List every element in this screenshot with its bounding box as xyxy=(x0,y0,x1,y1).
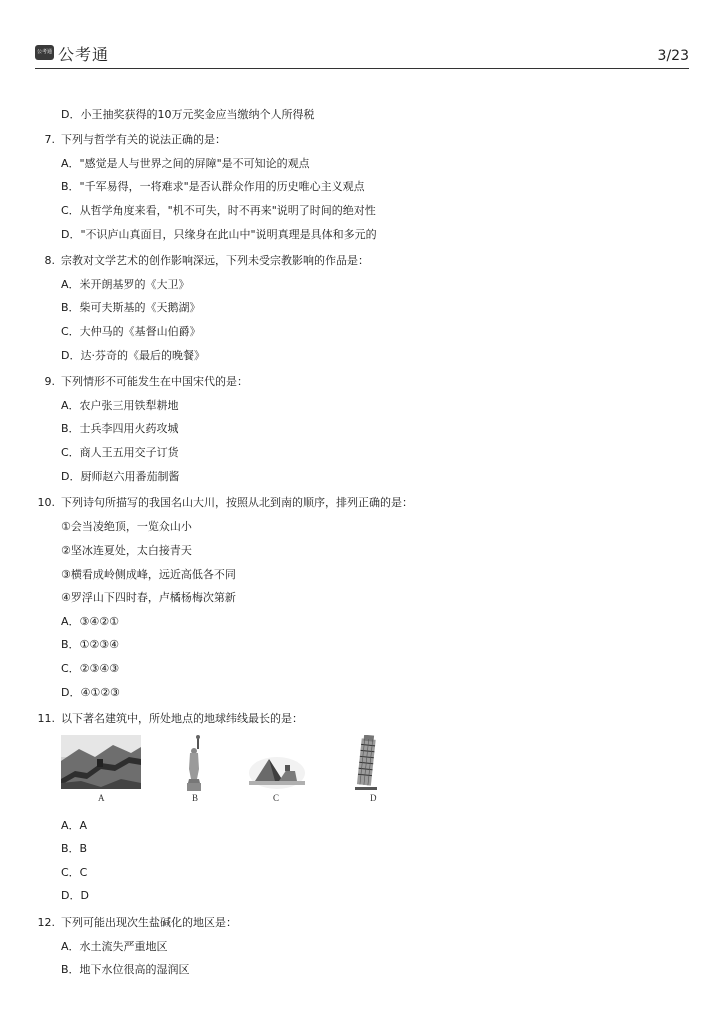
q11-option-d: D．D xyxy=(61,889,89,902)
q10-statement-4: ④罗浮山下四时春，卢橘杨梅次第新 xyxy=(61,591,236,604)
q8-option-d: D．达·芬奇的《最后的晚餐》 xyxy=(61,349,205,362)
question-9 xyxy=(35,375,248,389)
q8-option-b: B．柴可夫斯基的《天鹅湖》 xyxy=(61,301,201,314)
page-number: 3/23 xyxy=(657,48,689,64)
question-10 xyxy=(35,496,413,510)
question-number: 11. xyxy=(37,712,55,725)
page-header xyxy=(35,44,689,69)
q10-statement-1: ①会当凌绝顶，一览众山小 xyxy=(61,520,192,533)
q11-option-c: C．C xyxy=(61,866,88,879)
q10-option-a: A．③④②① xyxy=(61,615,119,628)
q7-option-d: D．"不识庐山真面目，只缘身在此山中"说明真理是具体和多元的 xyxy=(61,228,377,241)
figure-label-d: D xyxy=(370,793,377,803)
figure-label-a: A xyxy=(98,793,105,803)
q7-option-c: C．从哲学角度来看，"机不可失，时不再来"说明了时间的绝对性 xyxy=(61,204,376,217)
q9-option-a: A．农户张三用铁犁耕地 xyxy=(61,399,179,412)
question-text: 下列情形不可能发生在中国宋代的是： xyxy=(61,375,248,388)
great-wall-image xyxy=(61,735,141,789)
question-number: 10. xyxy=(37,496,55,509)
q9-option-d: D．厨师赵六用番茄制酱 xyxy=(61,470,180,483)
q9-option-c: C．商人王五用交子订货 xyxy=(61,446,179,459)
question-text: 以下著名建筑中，所处地点的地球纬线最长的是： xyxy=(61,712,303,725)
pyramids-image xyxy=(249,735,305,791)
logo-text: 公考通 xyxy=(58,45,110,64)
question-text: 宗教对文学艺术的创作影响深远，下列未受宗教影响的作品是： xyxy=(61,254,369,267)
q9-option-b: B．士兵李四用火药攻城 xyxy=(61,422,179,435)
question-8 xyxy=(35,254,369,268)
q7-option-a: A．"感觉是人与世界之间的屏障"是不可知论的观点 xyxy=(61,157,310,170)
question-text: 下列诗句所描写的我国名山大川，按照从北到南的顺序，排列正确的是： xyxy=(61,496,413,509)
leaning-tower-image xyxy=(351,735,381,791)
q11-option-a: A．A xyxy=(61,819,88,832)
figure-label-c: C xyxy=(273,793,280,803)
question-text: 下列与哲学有关的说法正确的是： xyxy=(61,133,226,146)
q11-option-b: B．B xyxy=(61,842,88,855)
q10-option-b: B．①②③④ xyxy=(61,638,119,651)
question-12 xyxy=(35,916,237,930)
q6-option-d: D．小王抽奖获得的10万元奖金应当缴纳个人所得税 xyxy=(61,108,315,121)
question-11 xyxy=(35,712,303,726)
q10-statement-2: ②坚冰连夏处，太白接青天 xyxy=(61,544,192,557)
q10-option-d: D．④①②③ xyxy=(61,686,120,699)
logo-badge: 公考通 xyxy=(35,45,54,60)
q8-option-c: C．大仲马的《基督山伯爵》 xyxy=(61,325,201,338)
question-number: 12. xyxy=(37,916,55,929)
q10-option-c: C．②③④③ xyxy=(61,662,120,675)
q12-option-b: B．地下水位很高的湿润区 xyxy=(61,963,190,976)
buildings-figure xyxy=(61,735,391,805)
statue-of-liberty-image xyxy=(181,735,211,791)
q8-option-a: A．米开朗基罗的《大卫》 xyxy=(61,278,190,291)
question-number: 7. xyxy=(44,133,55,146)
question-number: 9. xyxy=(44,375,55,388)
q7-option-b: B．"千军易得，一将难求"是否认群众作用的历史唯心主义观点 xyxy=(61,180,365,193)
q10-statement-3: ③横看成岭侧成峰，远近高低各不同 xyxy=(61,568,236,581)
question-number: 8. xyxy=(44,254,55,267)
question-7 xyxy=(35,133,226,147)
question-text: 下列可能出现次生盐碱化的地区是： xyxy=(61,916,237,929)
figure-label-b: B xyxy=(192,793,199,803)
q12-option-a: A．水土流失严重地区 xyxy=(61,940,168,953)
